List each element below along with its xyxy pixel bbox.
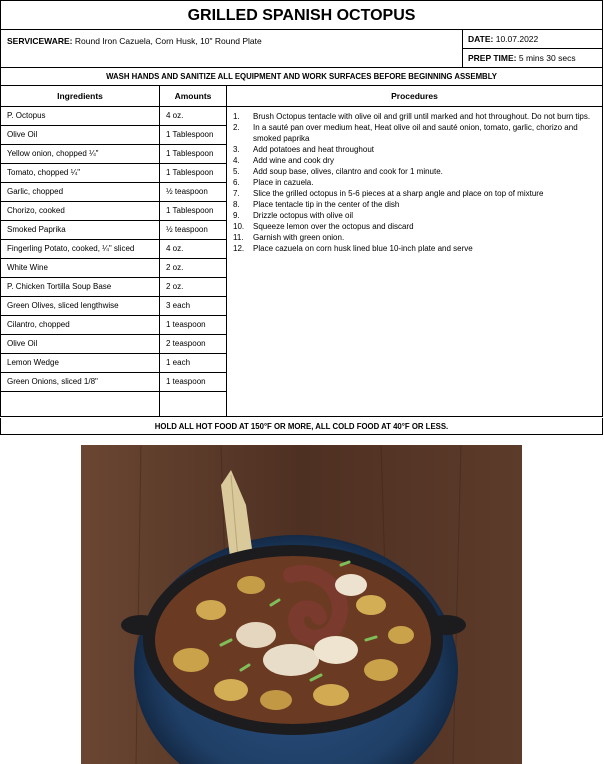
ingredient-name: Green Olives, sliced lengthwise [1,297,159,316]
step-text: Drizzle octopus with olive oil [253,211,354,220]
step-text: Add wine and cook dry [253,156,334,165]
sanitize-banner: WASH HANDS AND SANITIZE ALL EQUIPMENT AND WORK SURFACES BEFORE BEGINNING ASSEMBLY [0,68,603,86]
prep-time-value: 5 mins 30 secs [518,53,576,63]
ingredient-name: Yellow onion, chopped ¼" [1,145,159,164]
amounts-column [160,86,227,416]
procedure-step [233,155,596,166]
ingredient-name: Garlic, chopped [1,183,159,202]
procedure-step [233,166,596,177]
ingredient-amount: 1 Tablespoon [160,126,226,145]
step-number: 2. [233,123,240,132]
dish-photo [81,445,522,764]
procedures-header: Procedures [227,86,602,107]
procedure-step [233,199,596,210]
ingredient-amount: ½ teaspoon [160,183,226,202]
procedure-step [233,177,596,188]
ingredient-amount: 4 oz. [160,240,226,259]
step-number: 7. [233,189,240,198]
step-text: Squeeze lemon over the octopus and discard [253,222,414,231]
step-number: 4. [233,156,240,165]
ingredient-amount: 1 Tablespoon [160,145,226,164]
ingredient-amount: 1 Tablespoon [160,202,226,221]
ingredient-amount: 4 oz. [160,107,226,126]
step-number: 3. [233,145,240,154]
step-text: Place cazuela on corn husk lined blue 10-inch plate and serve [253,244,473,253]
procedure-step [233,188,596,199]
recipe-table [0,86,603,417]
ingredient-name: Green Onions, sliced 1/8" [1,373,159,392]
ingredient-name: Smoked Paprika [1,221,159,240]
step-number: 5. [233,167,240,176]
procedures-list [227,107,602,254]
step-number: 11. [233,233,244,242]
step-text: Add potatoes and heat throughout [253,145,374,154]
procedure-step [233,210,596,221]
amounts-header: Amounts [160,86,226,107]
meta-row [0,30,603,68]
ingredient-name: Olive Oil [1,335,159,354]
procedure-step [233,144,596,155]
ingredient-amount: 1 teaspoon [160,373,226,392]
ingredient-name: P. Octopus [1,107,159,126]
procedures-column [227,86,602,416]
ingredient-amount: 2 teaspoon [160,335,226,354]
ingredient-amount: 2 oz. [160,259,226,278]
step-text: Place tentacle tip in the center of the dish [253,200,400,209]
ingredient-amount: ½ teaspoon [160,221,226,240]
date-cell [463,30,602,48]
ingredients-column [1,86,160,416]
ingredient-amount: 2 oz. [160,278,226,297]
serviceware-cell [1,30,462,67]
amount-empty-row [160,392,226,411]
procedure-step [233,111,596,122]
ingredient-name: Lemon Wedge [1,354,159,373]
ingredient-name: P. Chicken Tortilla Soup Base [1,278,159,297]
step-number: 8. [233,200,240,209]
procedure-step [233,221,596,232]
procedure-step [233,232,596,243]
ingredient-name: Fingerling Potato, cooked, ¼" sliced [1,240,159,259]
ingredient-name: Tomato, chopped ¼" [1,164,159,183]
step-text: Brush Octopus tentacle with olive oil and grill until marked and hot throughout. Do not burn tips. [253,112,591,121]
recipe-title: GRILLED SPANISH OCTOPUS [0,0,603,30]
ingredient-name: Olive Oil [1,126,159,145]
ingredient-amount: 1 each [160,354,226,373]
procedure-step [233,122,596,144]
hold-temperature-banner: HOLD ALL HOT FOOD AT 150°F OR MORE, ALL COLD FOOD AT 40°F OR LESS. [0,418,603,435]
ingredient-amount: 1 teaspoon [160,316,226,335]
step-number: 12. [233,244,245,253]
ingredient-name: Chorizo, cooked [1,202,159,221]
step-number: 10. [233,222,245,231]
prep-time-cell [463,48,602,67]
step-text: Slice the grilled octopus in 5-6 pieces at a sharp angle and place on top of mixture [253,189,544,198]
step-text: Garnish with green onion. [253,233,345,242]
prep-time-label: PREP TIME: [468,53,517,63]
serviceware-value: Round Iron Cazuela, Corn Husk, 10" Round Plate [74,36,262,46]
step-number: 9. [233,211,240,220]
step-number: 6. [233,178,240,187]
serviceware-label: SERVICEWARE: [7,36,73,46]
ingredient-name: Cilantro, chopped [1,316,159,335]
ingredient-name: White Wine [1,259,159,278]
ingredient-amount: 1 Tablespoon [160,164,226,183]
step-text: Place in cazuela. [253,178,314,187]
step-text: In a sauté pan over medium heat, Heat olive oil and sauté onion, tomato, garlic, chorizo and smoked paprika [253,123,578,143]
procedure-step [233,243,596,254]
date-value: 10.07.2022 [495,34,539,44]
ingredient-amount: 3 each [160,297,226,316]
ingredient-empty-row [1,392,159,411]
meta-info [462,30,602,67]
dish-photo-illustration [81,445,522,764]
step-text: Add soup base, olives, cilantro and cook for 1 minute. [253,167,443,176]
date-label: DATE: [468,34,494,44]
step-number: 1. [233,112,240,121]
ingredients-header: Ingredients [1,86,159,107]
